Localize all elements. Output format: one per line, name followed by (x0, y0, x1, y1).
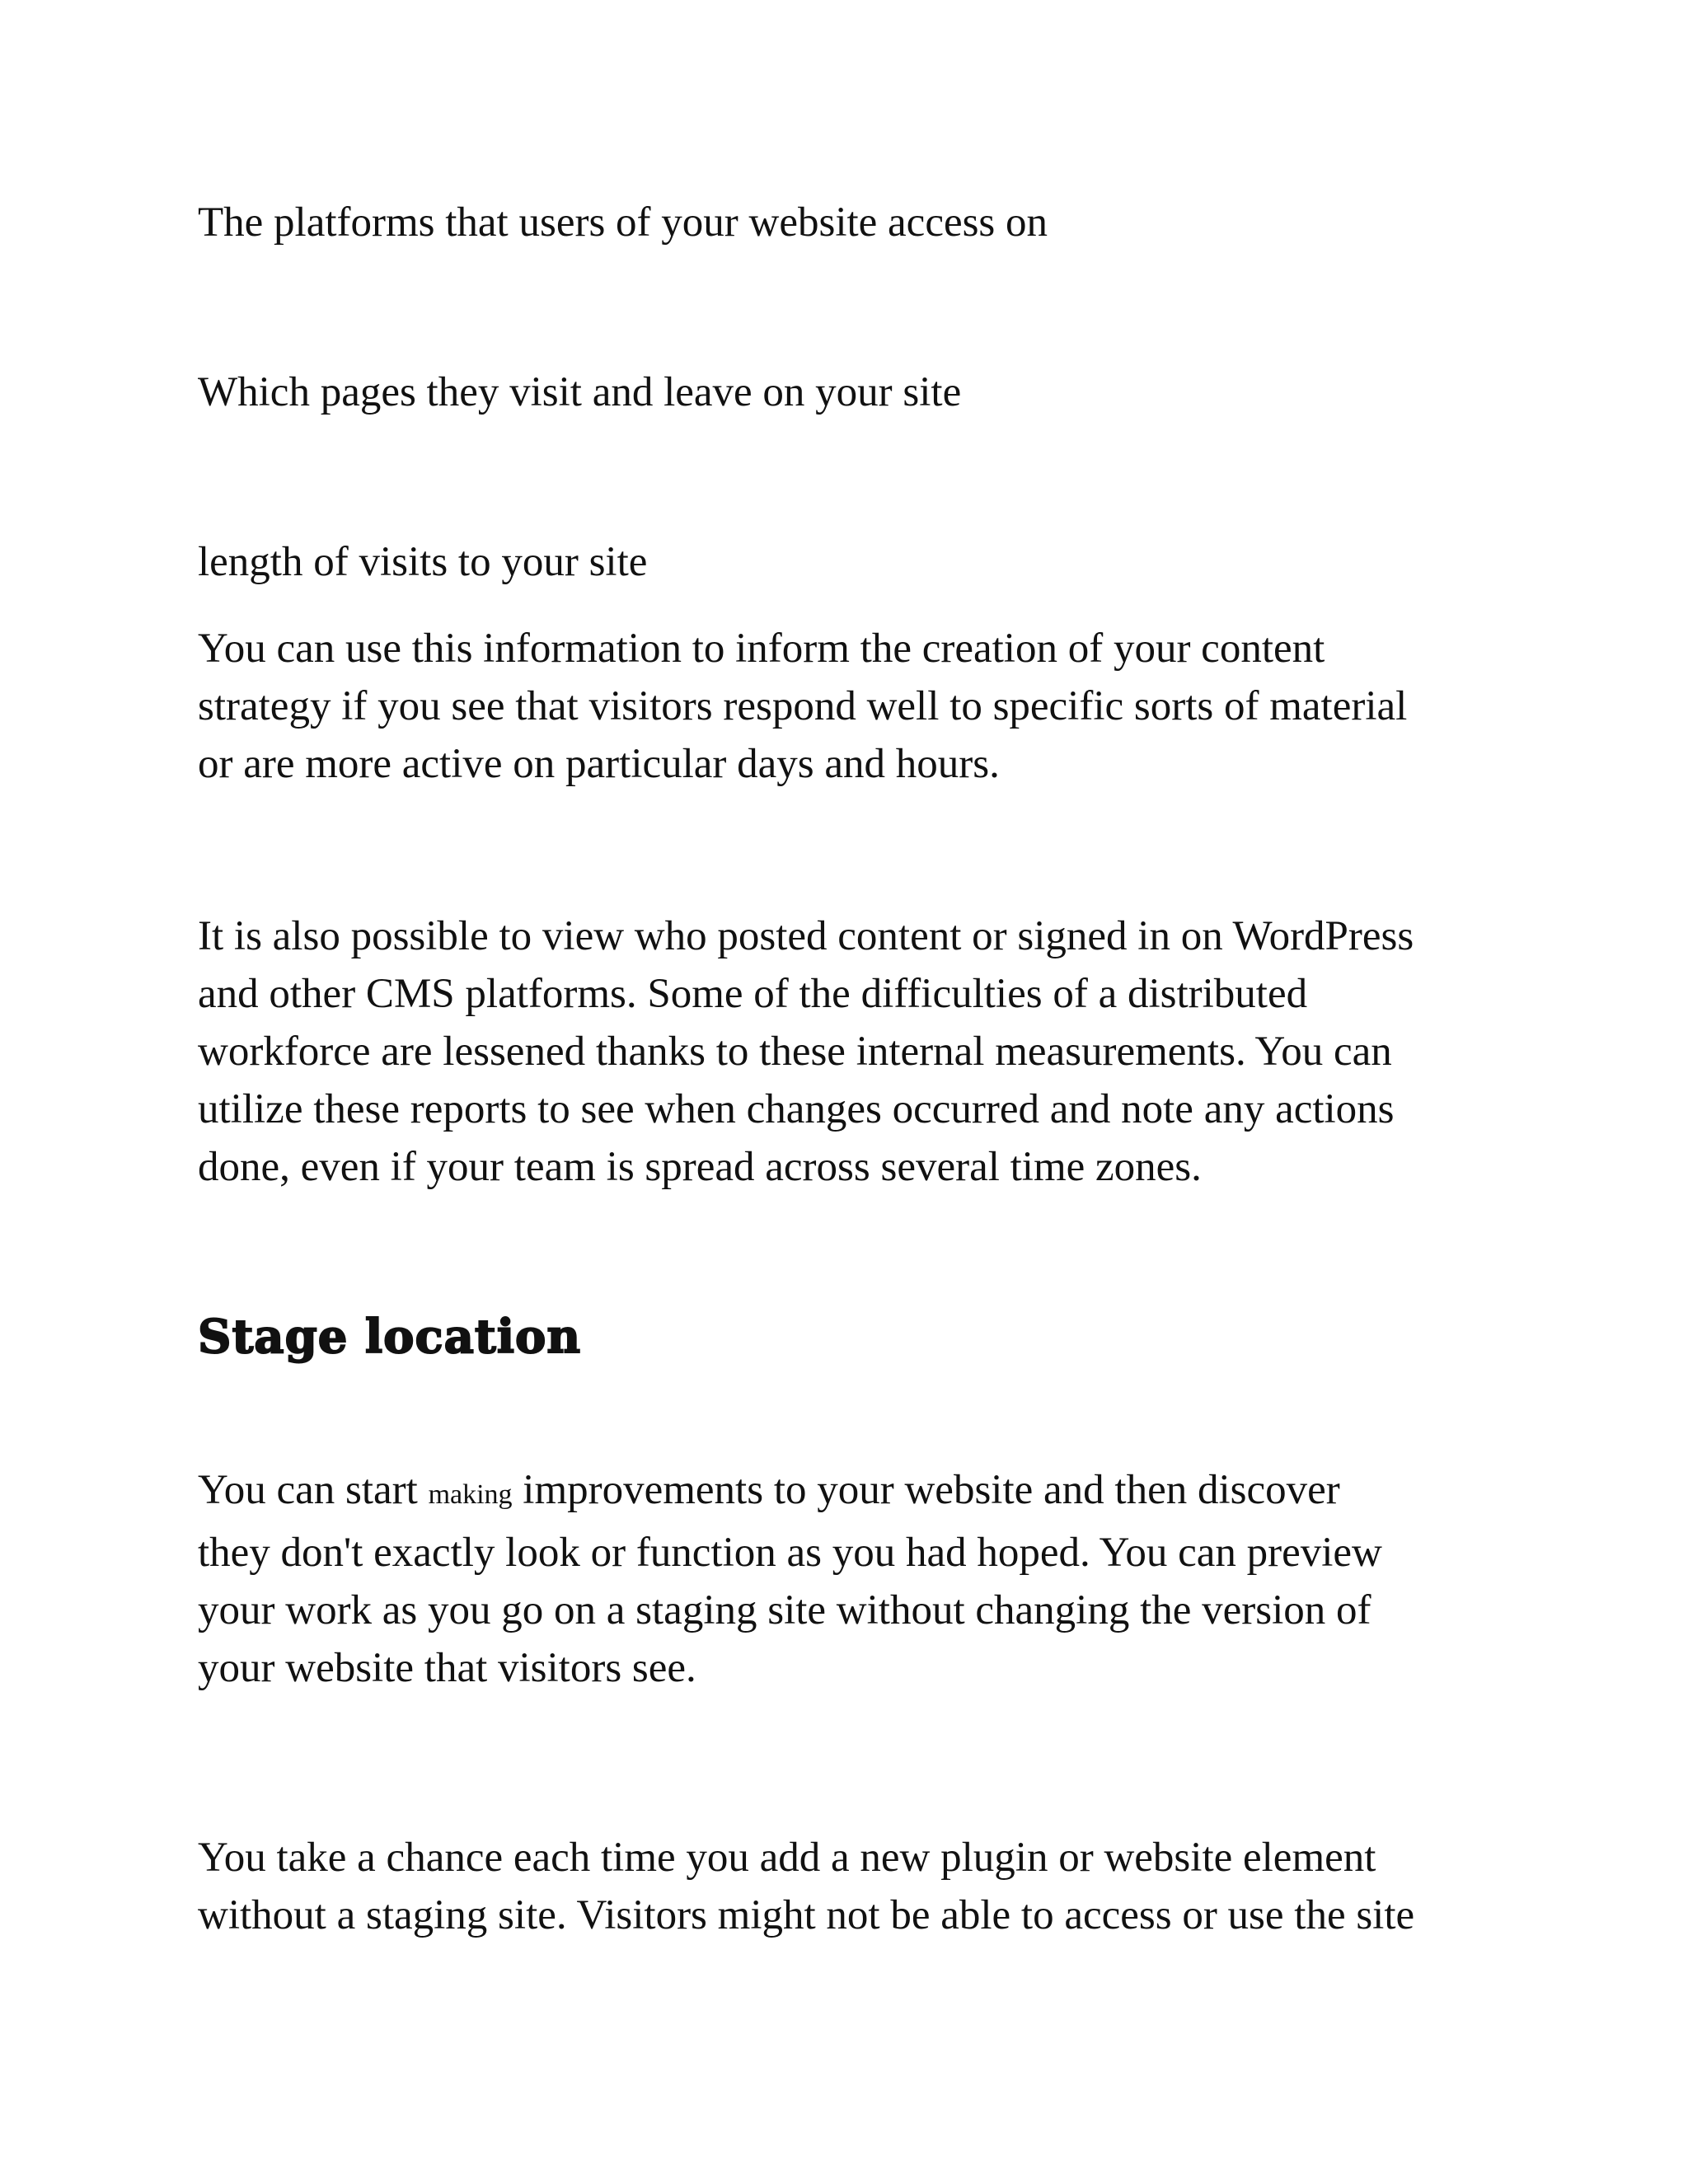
paragraph-stage-small-word: making (428, 1479, 513, 1510)
paragraph-stage-text-rest: they don't exactly look or function as you had hoped. You can preview your work as you go on a staging site without changing the version of your website that visitors see. (198, 1530, 1382, 1691)
paragraph-info-usage: You can use this information to inform the creation of your content strategy if you see that visitors respond well to specific sorts of material or are more active on particular days and hours. (198, 626, 1408, 787)
section-heading-stage-location: Stage location (198, 1310, 582, 1364)
paragraph-stage-text-start: You can start (198, 1467, 429, 1513)
paragraph-wordpress: It is also possible to view who posted content or signed in on WordPress and other CMS platforms. Some of the difficulties of a distributed workforce are lessened thanks to these internal measurements. You can utilize these reports to see when changes occurred and note any actions done, even if your team is spread across several time zones. (198, 913, 1414, 1190)
bullet-line-visit-length: length of visits to your site (198, 539, 648, 585)
paragraph-chance: You take a chance each time you add a new plugin or website element without a staging site. Visitors might not be able to access or use the site (198, 1835, 1415, 1938)
bullet-line-platforms: The platforms that users of your website access on (198, 199, 1048, 246)
bullet-line-pages: Which pages they visit and leave on your site (198, 369, 962, 415)
paragraph-stage-text-end: improvements to your website and then discover (512, 1467, 1340, 1513)
paragraph-stage-location (198, 1404, 1484, 1697)
